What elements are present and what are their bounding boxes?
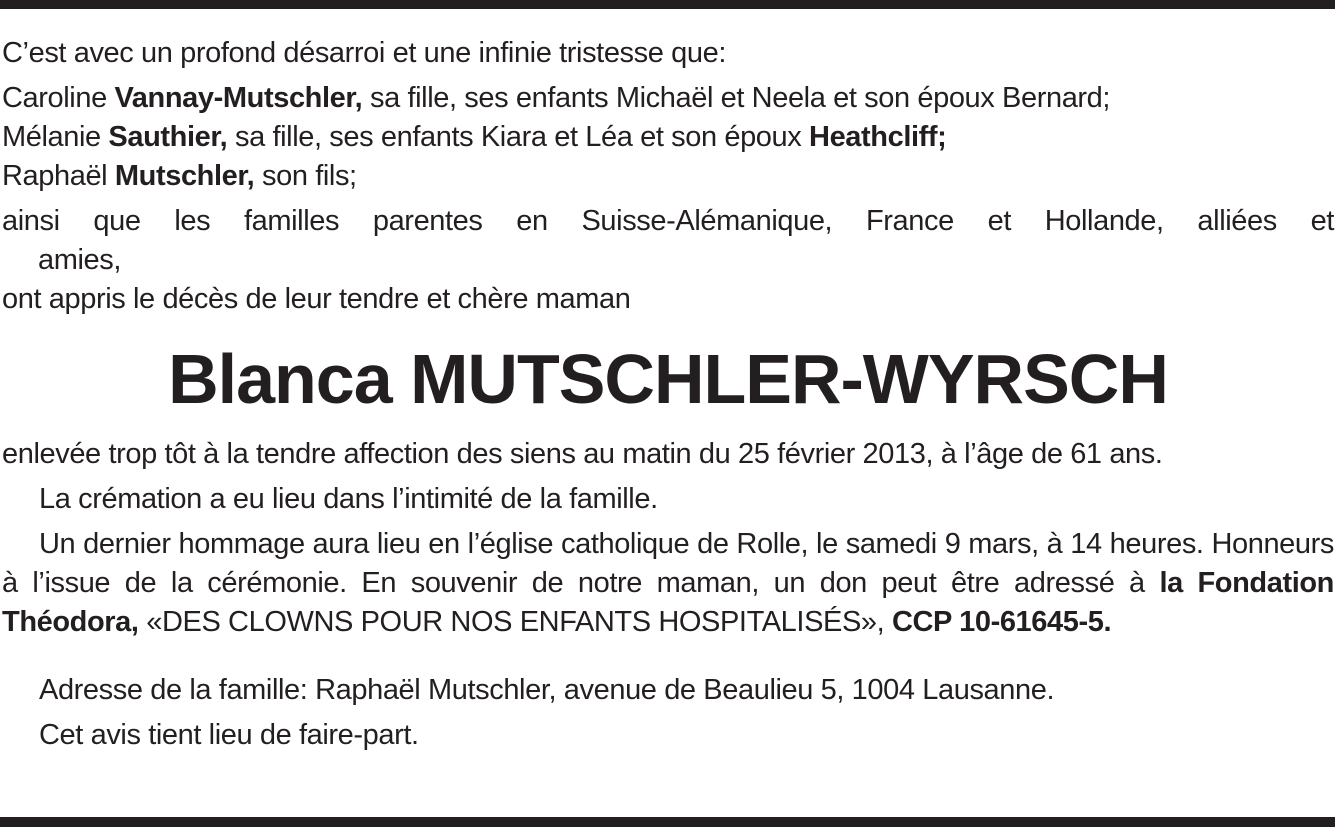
spouse-name: Heathcliff; xyxy=(809,121,947,153)
family-surname: Mutschler, xyxy=(114,160,255,192)
family-member: Raphaël Mutschler, son fils; xyxy=(2,160,357,192)
intro-line: C’est avec un profond désarroi et une infinie tristesse que: xyxy=(2,37,726,69)
ccp-number: CCP 10-61645-5. xyxy=(891,606,1112,638)
family-surname: Sauthier, xyxy=(108,121,228,153)
family-surname: Vannay-Mutschler, xyxy=(114,82,363,114)
address-line: Adresse de la famille: Raphaël Mutschler, avenue de Beaulieu 5, 1004 Lausanne. xyxy=(39,674,1055,706)
family-member: Mélanie Sauthier, sa fille, ses enfants Kiara et Léa et son époux Heathcliff; xyxy=(2,121,947,153)
relatives-line-continued: amies, xyxy=(38,244,122,276)
top-rule xyxy=(0,0,1335,9)
family-list xyxy=(2,79,1334,196)
family-member: Caroline Vannay-Mutschler, sa fille, ses enfants Michaël et Neela et son époux Bernard; xyxy=(2,82,1111,114)
relatives-block xyxy=(2,202,1334,280)
passed-line: enlevée trop tôt à la tendre affection des siens au matin du 25 février 2013, à l’âge de 61 ans. xyxy=(2,438,1163,470)
obituary-notice xyxy=(2,34,1334,755)
tribute-paragraph: Un dernier hommage aura lieu en l’église catholique de Rolle, le samedi 9 mars, à 14 heures. Honneurs à l’issue de la cérémonie. En souvenir de notre maman, un don peut être adressé à la Fondation Théodora, «DES CLOWNS POUR NOS ENFANTS HOSPITALISÉS», CCP 10-61645-5. xyxy=(2,528,1334,638)
cremation-line: La crémation a eu lieu dans l’intimité de la famille. xyxy=(39,483,658,515)
deceased-name: Blanca MUTSCHLER-WYRSCH xyxy=(168,340,1168,418)
bottom-rule xyxy=(0,817,1335,827)
foundation-name: la Fondation Théodora, xyxy=(2,567,1334,638)
notice-line: Cet avis tient lieu de faire-part. xyxy=(39,719,419,751)
relatives-line: ainsi que les familles parentes en Suisse-Alémanique, France et Hollande, alliées et xyxy=(2,205,1334,237)
learned-line: ont appris le décès de leur tendre et chère maman xyxy=(2,283,631,315)
